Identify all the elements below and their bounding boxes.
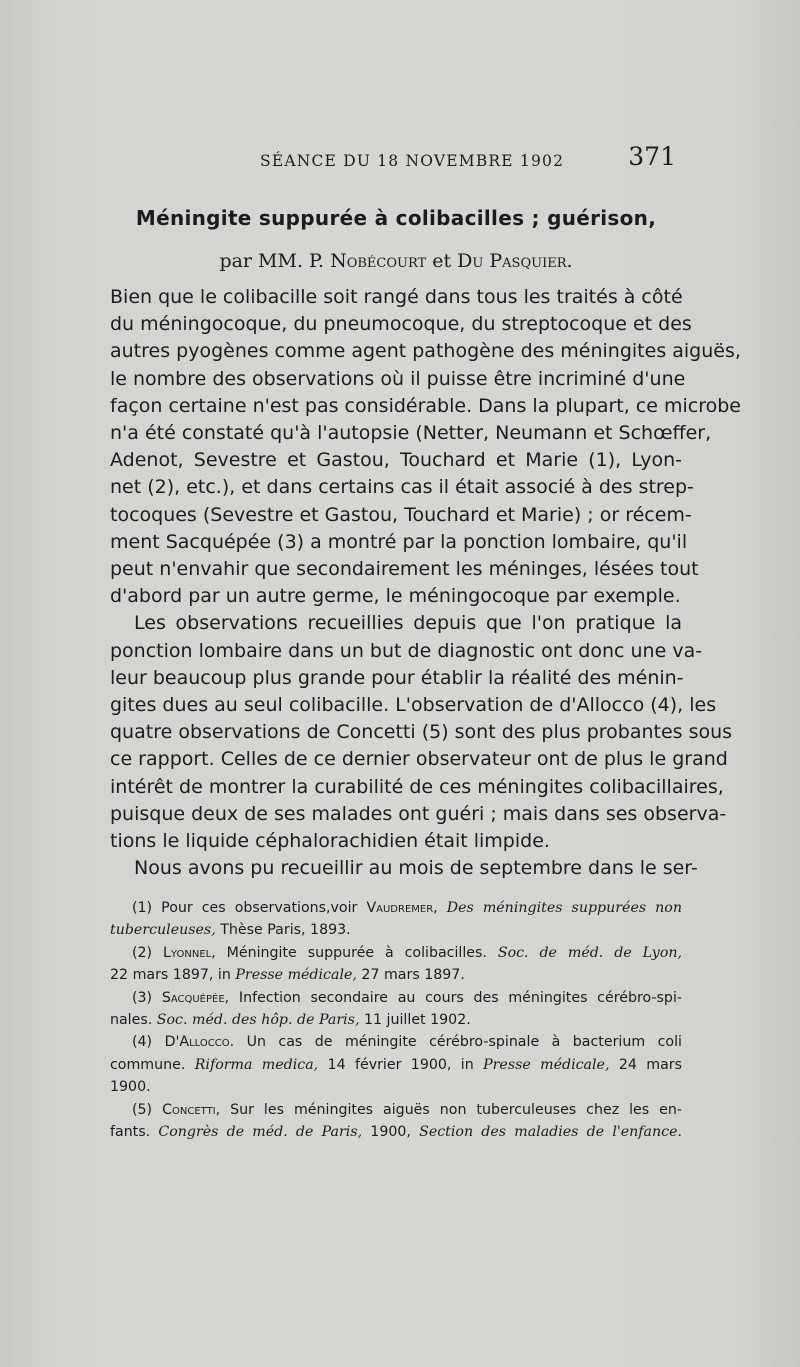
running-head: SÉANCE DU 18 NOVEMBRE 1902	[260, 152, 565, 170]
fn-title: Soc. méd. des hôp. de Paris,	[156, 1012, 360, 1029]
fn-text: (1) Pour ces observations,voir	[132, 900, 367, 916]
body-text	[110, 284, 741, 882]
fn-text: (2)	[132, 944, 164, 961]
footnote-3-cont	[110, 1009, 682, 1031]
fn-title: Presse médicale,	[235, 967, 357, 984]
fn-text: , Sur les méningites aiguës non tuberculeuses chez les en-	[215, 1101, 682, 1118]
page-header	[110, 140, 682, 180]
fn-text: , Infection secondaire au cours des méningites cérébro-spi-	[224, 989, 683, 1006]
body-line: n'a été constaté qu'à l'autopsie (Netter, Neumann et Schœffer,	[110, 422, 712, 445]
fn-author: Lyonnel	[163, 944, 212, 961]
authors-end: .	[566, 250, 573, 272]
body-line: intérêt de montrer la curabilité de ces méningites colibacillaires,	[110, 775, 724, 798]
body-line: ce rapport. Celles de ce dernier observateur ont de plus le grand	[110, 748, 728, 771]
fn-author: Vaudremer	[366, 900, 434, 916]
fn-title: Des méningites suppurées non	[446, 900, 682, 916]
fn-text: 14 février 1900, in	[318, 1056, 484, 1073]
fn-author: Concetti	[162, 1101, 216, 1118]
body-line: le nombre des observations où il puisse être incriminé d'une	[110, 367, 686, 390]
fn-title: Soc. de méd. de Lyon,	[497, 944, 683, 961]
fn-text: 1900.	[110, 1079, 151, 1096]
body-line: tocoques (Sevestre et Gastou, Touchard et Marie) ; or récem-	[110, 503, 692, 526]
fn-text: commune.	[110, 1056, 195, 1073]
body-line: puisque deux de ses malades ont guéri ; mais dans ses observa-	[110, 802, 727, 825]
footnote-2	[110, 942, 682, 964]
fn-text: (4)	[132, 1034, 165, 1051]
authors-prefix: par MM. P.	[219, 250, 331, 272]
fn-text: Thèse Paris, 1893.	[215, 922, 351, 939]
body-line: Nous avons pu recueillir au mois de septembre dans le ser-	[134, 857, 698, 880]
footnote-1	[110, 897, 682, 919]
body-line: gites dues au seul colibacille. L'observation de d'Allocco (4), les	[110, 694, 717, 717]
fn-title: Congrès de méd. de Paris,	[158, 1124, 363, 1141]
fn-title: tuberculeuses,	[110, 922, 216, 939]
footnote-4	[110, 1031, 682, 1053]
footnotes	[110, 897, 682, 1143]
body-line: Bien que le colibacille soit rangé dans tous les traités à côté	[110, 286, 683, 308]
body-line: ponction lombaire dans un but de diagnostic ont donc une va-	[110, 639, 703, 662]
fn-text: 22 mars 1897, in	[110, 967, 236, 984]
fn-text: (3)	[132, 989, 162, 1006]
body-line: d'abord par un autre germe, le méningocoque par exemple.	[110, 585, 681, 608]
body-line: quatre observations de Concetti (5) sont des plus probantes sous	[110, 721, 733, 744]
body-line: du méningocoque, du pneumocoque, du streptocoque et des	[110, 313, 692, 336]
article-title: Méningite suppurée à colibacilles ; guérison,	[135, 206, 657, 230]
body-line: peut n'envahir que secondairement les méninges, lésées tout	[110, 558, 699, 581]
fn-title: Section des maladies de l'enfance.	[419, 1124, 682, 1141]
page-number: 371	[628, 142, 676, 171]
footnote-4-cont	[110, 1054, 682, 1076]
fn-title: Riforma medica,	[194, 1056, 319, 1073]
body-line: leur beaucoup plus grande pour établir la réalité des ménin-	[110, 666, 684, 689]
body-line: Les observations recueillies depuis que l'on pratique la	[134, 612, 682, 635]
body-line: façon certaine n'est pas considérable. Dans la plupart, ce microbe	[110, 394, 741, 417]
body-line: autres pyogènes comme agent pathogène des méningites aiguës,	[110, 340, 741, 363]
fn-text: nales.	[110, 1012, 157, 1029]
fn-text: ,	[433, 900, 447, 916]
footnote-2-cont	[110, 964, 682, 986]
author-du-pasquier: Du Pasquier	[457, 250, 567, 272]
fn-text: 27 mars 1897.	[356, 967, 465, 984]
fn-text: fants.	[110, 1124, 159, 1141]
body-line: ment Sacquépée (3) a montré par la ponction lombaire, qu'il	[110, 530, 688, 553]
body-line: net (2), etc.), et dans certains cas il était associé à des strep-	[110, 476, 694, 499]
fn-title: Presse médicale,	[483, 1056, 610, 1073]
fn-author: Sacquépée	[161, 989, 225, 1006]
footnote-3	[110, 987, 682, 1009]
fn-author: D'Allocco	[164, 1034, 230, 1051]
footnote-5	[110, 1099, 682, 1121]
fn-text: 11 juillet 1902.	[359, 1012, 471, 1029]
fn-text: , Méningite suppurée à colibacilles.	[211, 944, 498, 961]
fn-text: (5)	[132, 1101, 163, 1118]
fn-text: 24 mars	[609, 1056, 682, 1073]
footnote-5-cont	[110, 1121, 682, 1143]
footnote-4-end	[110, 1076, 682, 1098]
fn-text: 1900,	[362, 1124, 420, 1141]
article-authors	[110, 250, 682, 272]
fn-text: . Un cas de méningite cérébro-spinale à bacterium coli	[229, 1034, 682, 1051]
author-nobecourt: Nobécourt	[330, 250, 427, 272]
body-line: tions le liquide céphalorachidien était limpide.	[110, 830, 550, 853]
authors-and: et	[426, 250, 458, 272]
body-line: Adenot, Sevestre et Gastou, Touchard et Marie (1), Lyon-	[110, 449, 682, 472]
footnote-1-cont	[110, 919, 682, 941]
